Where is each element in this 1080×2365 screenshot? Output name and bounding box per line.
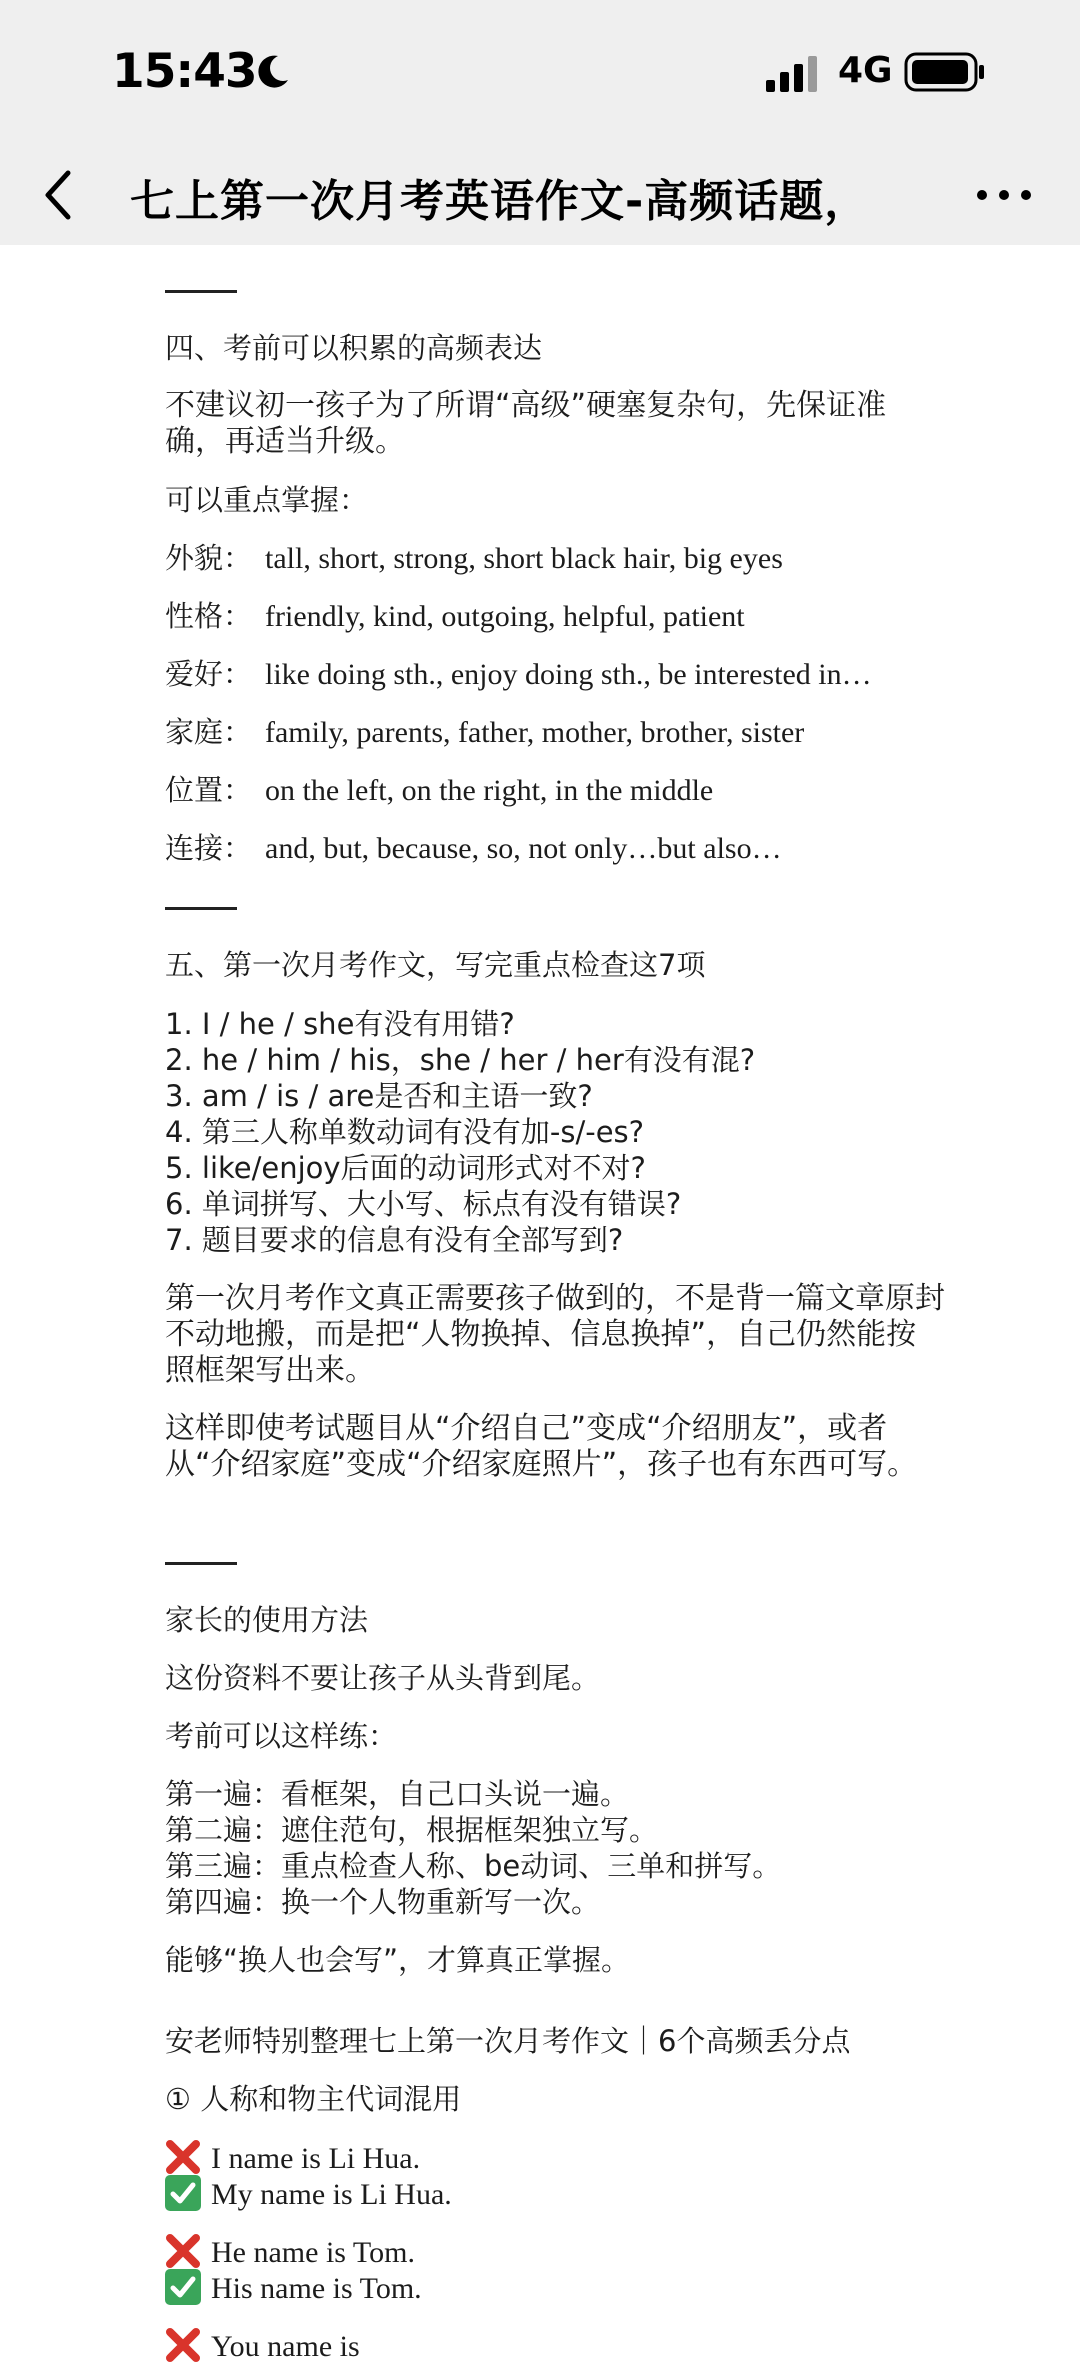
expression-row	[165, 540, 965, 577]
right-example	[165, 2175, 965, 2213]
section-heading: 安老师特别整理七上第一次月考作文｜6个高频丢分点	[165, 2024, 851, 2058]
check-item: 4. 第三人称单数动词有没有加-s/-es?	[165, 1115, 645, 1149]
right-sentence: My name is Li Hua.	[211, 2178, 452, 2211]
more-options-icon[interactable]	[972, 175, 1036, 215]
check-item: 3. am / is / are是否和主语一致?	[165, 1079, 593, 1113]
expression-label: 位置：	[165, 773, 253, 807]
right-example	[165, 2269, 965, 2307]
section-heading: 五、第一次月考作文，写完重点检查这7项	[165, 948, 706, 982]
divider	[165, 1562, 237, 1565]
practice-step: 第一遍：看框架，自己口头说一遍。	[165, 1777, 630, 1811]
cross-mark-icon	[165, 2327, 201, 2363]
expression-row	[165, 830, 965, 867]
expression-label: 爱好：	[165, 657, 253, 691]
paragraph: 考前可以这样练：	[165, 1719, 398, 1753]
back-arrow-icon[interactable]	[36, 163, 80, 227]
check-mark-icon	[165, 2269, 201, 2305]
practice-step: 第二遍：遮住范句，根据框架独立写。	[165, 1813, 659, 1847]
expression-text: friendly, kind, outgoing, helpful, patient	[265, 600, 745, 633]
expression-text: on the left, on the right, in the middle	[265, 774, 714, 807]
paragraph: 这份资料不要让孩子从头背到尾。	[165, 1661, 601, 1695]
wrong-sentence: I name is Li Hua.	[211, 2142, 421, 2175]
wrong-sentence: You name is	[211, 2330, 360, 2363]
do-not-disturb-moon-icon	[252, 52, 292, 92]
cellular-signal-icon	[766, 56, 822, 92]
cross-mark-icon	[165, 2233, 201, 2269]
expression-row	[165, 714, 965, 751]
expression-label: 连接：	[165, 831, 253, 865]
paragraph: 这样即使考试题目从“介绍自己”变成“介绍朋友”，或者从“介绍家庭”变成“介绍家庭照片”，孩子也有东西可写。	[165, 1411, 918, 1482]
battery-icon	[904, 50, 986, 94]
wrong-sentence: He name is Tom.	[211, 2236, 415, 2269]
error-point-title: ① 人称和物主代词混用	[165, 2082, 462, 2116]
paragraph: 能够“换人也会写”，才算真正掌握。	[165, 1943, 631, 1977]
practice-step: 第三遍：重点检查人称、be动词、三单和拼写。	[165, 1849, 782, 1883]
right-sentence: His name is Tom.	[211, 2272, 422, 2305]
wrong-example	[165, 2139, 965, 2177]
wrong-example	[165, 2327, 965, 2365]
section-heading: 家长的使用方法	[165, 1603, 369, 1637]
paragraph: 第一次月考作文真正需要孩子做到的，不是背一篇文章原封不动地搬，而是把“人物换掉、信息换掉”，自己仍然能按照框架写出来。	[165, 1281, 945, 1388]
wrong-example	[165, 2233, 965, 2271]
expression-row	[165, 656, 965, 693]
section-heading: 四、考前可以积累的高频表达	[165, 331, 543, 365]
clock: 15:43	[112, 44, 257, 99]
expression-label: 性格：	[165, 599, 253, 633]
expression-text: like doing sth., enjoy doing sth., be interested in…	[265, 658, 872, 691]
paragraph: 可以重点掌握：	[165, 483, 369, 517]
check-item: 7. 题目要求的信息有没有全部写到?	[165, 1223, 624, 1257]
check-mark-icon	[165, 2175, 201, 2211]
check-item: 1. I / he / she有没有用错?	[165, 1007, 515, 1041]
check-item: 2. he / him / his，she / her / her有没有混?	[165, 1043, 756, 1077]
navigation-bar	[0, 145, 1080, 245]
expression-label: 外貌：	[165, 541, 253, 575]
expression-text: tall, short, strong, short black hair, big eyes	[265, 542, 783, 575]
check-item: 6. 单词拼写、大小写、标点有没有错误?	[165, 1187, 682, 1221]
cross-mark-icon	[165, 2139, 201, 2175]
paragraph: 不建议初一孩子为了所谓“高级”硬塞复杂句，先保证准确，再适当升级。	[165, 388, 887, 459]
practice-step: 第四遍：换一个人物重新写一次。	[165, 1885, 601, 1919]
divider	[165, 907, 237, 910]
article-content	[0, 245, 1080, 2363]
expression-row	[165, 598, 965, 635]
expression-label: 家庭：	[165, 715, 253, 749]
expression-text: and, but, because, so, not only…but also…	[265, 832, 782, 865]
expression-row	[165, 772, 965, 809]
divider	[165, 290, 237, 293]
status-bar	[0, 0, 1080, 145]
page-title: 七上第一次月考英语作文-高频话题，	[130, 176, 870, 227]
check-item: 5. like/enjoy后面的动词形式对不对?	[165, 1151, 646, 1185]
network-type: 4G	[838, 50, 893, 91]
expression-text: family, parents, father, mother, brother, sister	[265, 716, 805, 749]
